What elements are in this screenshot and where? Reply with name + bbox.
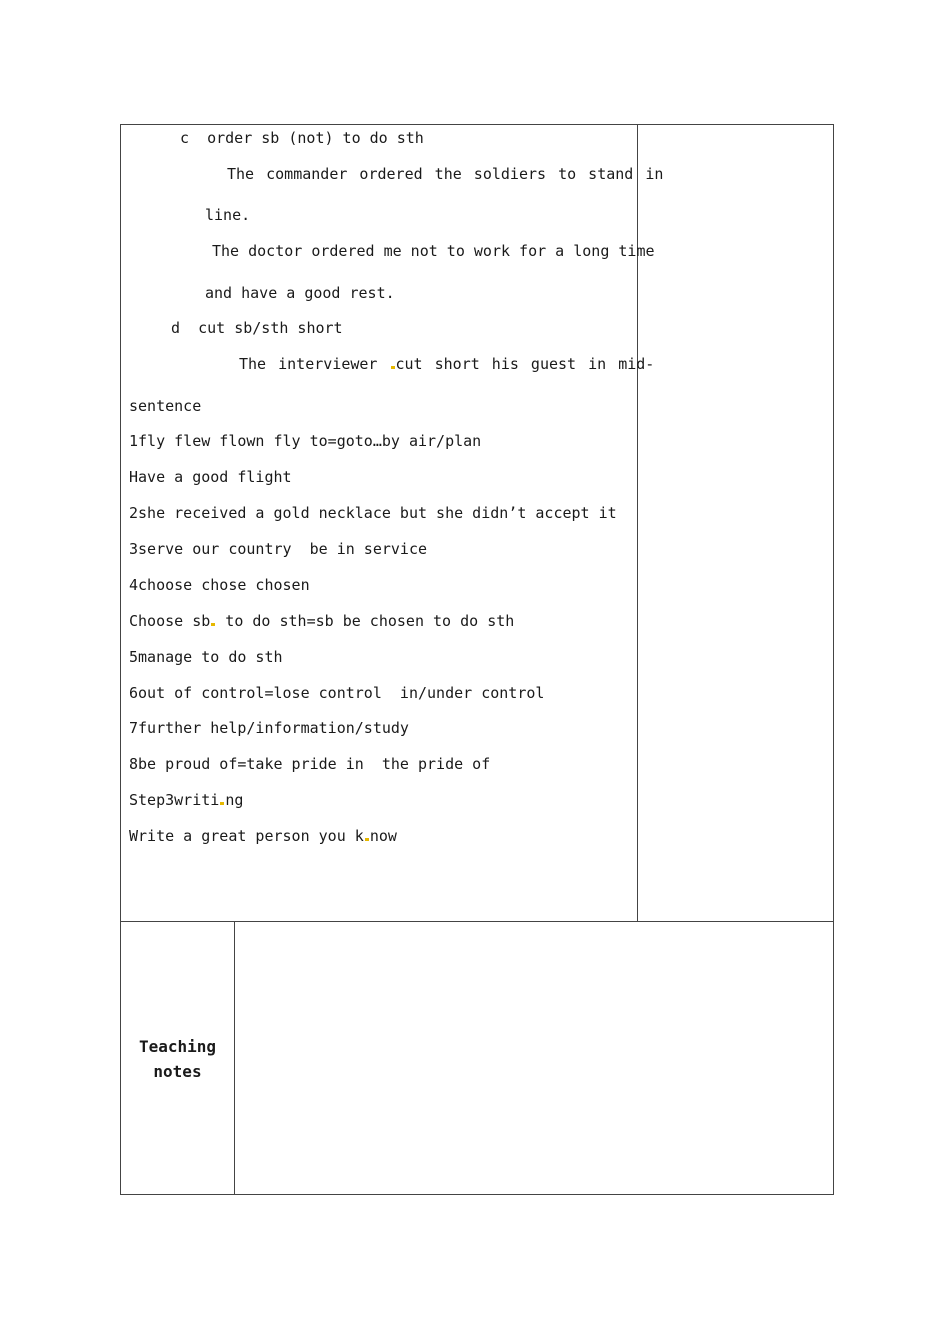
text-line: The commander ordered the soldiers to stand in [227,165,664,183]
annotation-mark [391,366,395,369]
text-segment: cut short his guest in mid- [395,355,655,373]
text-segment: to do sth=sb be chosen to do sth [216,612,515,630]
text-segment: Step3writi [129,791,220,809]
text-line [239,355,654,373]
text-line: 2she received a gold necklace but she didn’t accept it [129,504,617,522]
notes-column-divider [234,921,235,1195]
text-line: and have a good rest. [205,284,395,302]
text-line: c order sb (not) to do sth [180,129,424,147]
table-bottom-border [120,1194,834,1195]
table-top-border [120,124,834,125]
annotation-mark [220,802,224,805]
text-line: d cut sb/sth short [171,319,343,337]
text-line: sentence [129,397,202,415]
text-segment: ng [225,791,244,809]
teaching-notes-label [121,1034,234,1084]
row-divider [120,921,834,922]
text-line: line. [205,206,251,224]
text-line [129,827,397,845]
annotation-mark [211,623,215,626]
text-segment: Choose sb [129,612,211,630]
text-line: 8be proud of=take pride in the pride of [129,755,491,773]
text-segment: now [369,827,397,845]
table-right-border [833,124,834,1195]
teaching-notes-label-line1: Teaching [138,1037,217,1056]
text-line: 7further help/information/study [129,719,409,737]
text-segment: The interviewer [239,355,378,373]
text-line: 5manage to do sth [129,648,283,666]
teaching-notes-label-line2: notes [153,1062,202,1081]
text-line: 6out of control=lose control in/under control [129,684,545,702]
text-segment: Write a great person you k [129,827,364,845]
text-line: 3serve our country be in service [129,540,428,558]
annotation-mark [365,838,369,841]
text-line: 1fly flew flown fly to=goto…by air/plan [129,432,482,450]
text-line [129,612,514,630]
text-line [129,791,243,809]
text-line: The doctor ordered me not to work for a long time [212,242,655,260]
text-line: Have a good flight [129,468,292,486]
text-line: 4choose chose chosen [129,576,310,594]
